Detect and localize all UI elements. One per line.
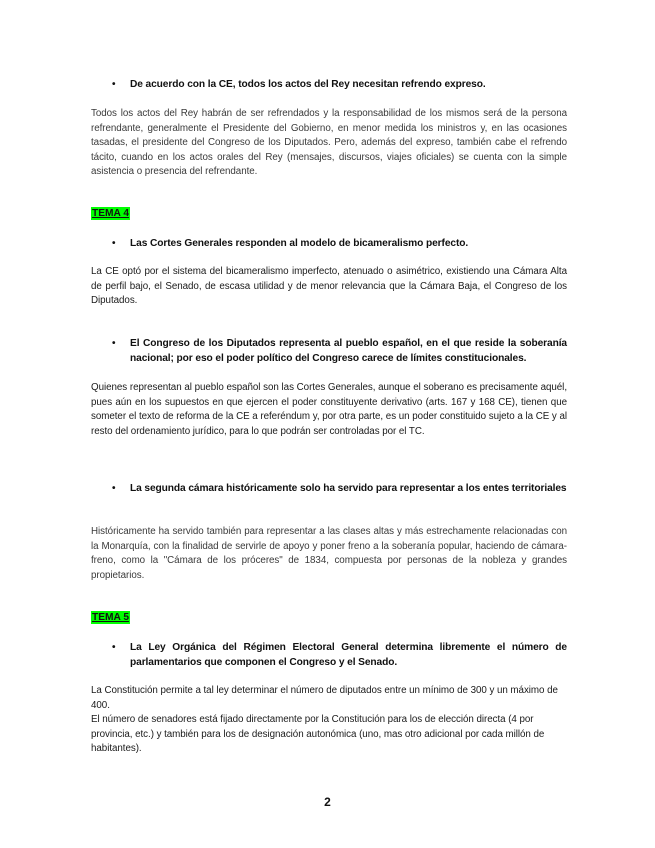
bullet-icon: • xyxy=(112,338,116,349)
bullet-icon: • xyxy=(112,642,116,653)
bullet-text: La Ley Orgánica del Régimen Electoral General determina libremente el número de parlamentarios que componen el Congreso y el Senado. xyxy=(130,642,567,668)
bullet-item xyxy=(112,482,567,497)
paragraph: Quienes representan al pueblo español son las Cortes Generales, aunque el soberano es precisamente aquél, pues aún en los supuestos en que ejercen el poder constituyente derivativo (arts. 167 y 168 CE), tienen que someter el texto de reforma de la CE a referéndum y, por otra parte, es un poder constituido sujeto a la CE y al resto del ordenamiento jurídico, para lo que podrán ser controladas por el TC. xyxy=(91,382,567,437)
bullet-icon: • xyxy=(112,79,116,90)
bullet-text: Las Cortes Generales responden al modelo de bicameralismo perfecto. xyxy=(130,238,469,249)
bullet-text: La segunda cámara históricamente solo ha servido para representar a los entes territoriales xyxy=(130,483,567,494)
bullet-item xyxy=(112,237,567,252)
paragraph: Históricamente ha servido también para representar a las clases altas y más estrechamente relacionadas con la Monarquía, con la finalidad de servirle de apoyo y poner freno a la soberanía popular, haciendo de cámara-freno, como la "Cámara de los próceres" de 1834, compuesta por personas de la nobleza y grandes propietarios. xyxy=(91,526,567,581)
bullet-text: De acuerdo con la CE, todos los actos del Rey necesitan refrendo expreso. xyxy=(130,79,486,90)
bullet-item xyxy=(112,337,567,366)
paragraph: La Constitución permite a tal ley determinar el número de diputados entre un mínimo de 300 y un máximo de 400. xyxy=(91,685,558,711)
section-heading-tema-5: TEMA 5 xyxy=(92,612,129,623)
section-heading-tema-4: TEMA 4 xyxy=(92,208,129,219)
page-number: 2 xyxy=(324,795,331,809)
paragraph: La CE optó por el sistema del bicameralismo imperfecto, atenuado o asimétrico, existiendo una Cámara Alta de perfil bajo, el Senado, de escasa utilidad y de menor relevancia que la Cámara Baja, el Congreso de los Diputados. xyxy=(91,266,567,306)
paragraph: Todos los actos del Rey habrán de ser refrendados y la responsabilidad de los mismos será de la persona refrendante, generalmente el Presidente del Gobierno, en menor medida los ministros y, en las ocasiones tasadas, el presidente del Congreso de los Diputados. Pero, además del expreso, también cabe el refrendo tácito, cuando en los actos orales del Rey (mensajes, discursos, viajes oficiales) se cuenta con la simple asistencia o presencia del refrendante. xyxy=(91,108,567,177)
bullet-item xyxy=(112,78,567,93)
bullet-text: El Congreso de los Diputados representa al pueblo español, en el que reside la soberanía nacional; por eso el poder político del Congreso carece de límites constitucionales. xyxy=(130,338,567,364)
bullet-icon: • xyxy=(112,483,116,494)
bullet-item xyxy=(112,641,567,670)
paragraph: El número de senadores está fijado directamente por la Constitución para los de elección directa (4 por provincia, etc.) y también para los de designación autonómica (uno, mas otro adicional por cada millón de habitantes). xyxy=(91,714,545,754)
bullet-icon: • xyxy=(112,238,116,249)
